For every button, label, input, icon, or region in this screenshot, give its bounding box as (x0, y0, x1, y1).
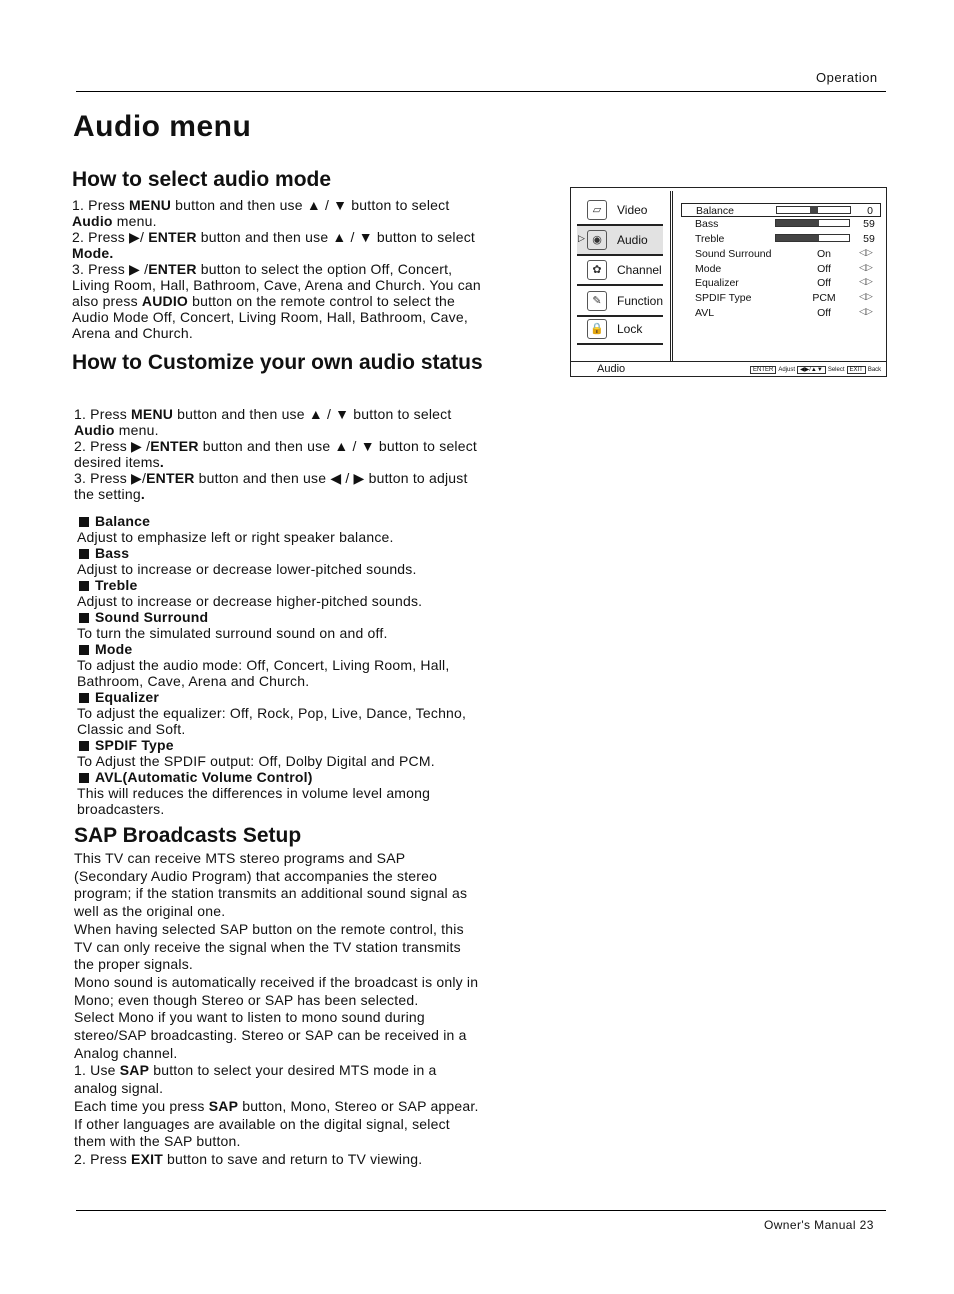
video-icon: ▱ (587, 200, 607, 220)
bullet-square-icon (79, 517, 89, 527)
left-right-arrows-icon: ◁▷ (859, 291, 873, 301)
text-segment: 1. Use (74, 1062, 120, 1079)
osd-row-name: Mode (695, 263, 722, 275)
osd-row-avl[interactable] (681, 306, 881, 320)
slider-fill (776, 235, 819, 241)
select-mode-steps (72, 197, 487, 341)
step-text (74, 438, 489, 470)
text-segment: button to select your desired MTS mode in a analog signal. (74, 1062, 437, 1097)
feature-name: Treble (95, 577, 138, 593)
feature-name: Equalizer (95, 689, 160, 705)
osd-row-mode[interactable] (681, 262, 881, 276)
bold-term: . (159, 454, 164, 470)
text-segment: Each time you press (74, 1097, 209, 1114)
step-text (74, 470, 489, 502)
step-text (72, 197, 487, 229)
bold-term: SAP (119, 1062, 150, 1079)
osd-menu-item-channel[interactable] (577, 256, 663, 286)
select-label: Select (827, 367, 845, 373)
bullet-square-icon (79, 645, 89, 655)
sap-paragraph (74, 850, 479, 921)
sap-paragraph (74, 1009, 479, 1062)
text-segment: 1. Press (72, 197, 130, 213)
feature-description: This will reduces the differences in volume level among broadcasters. (77, 785, 431, 817)
level-slider[interactable] (775, 234, 850, 242)
feature-heading (79, 609, 497, 625)
bold-term: MENU (131, 406, 174, 422)
osd-row-value: Off (817, 307, 831, 319)
osd-row-spdif-type[interactable] (681, 291, 881, 305)
osd-row-value: 0 (867, 205, 873, 217)
osd-key-hint (748, 366, 881, 373)
osd-row-bass[interactable] (681, 217, 881, 231)
osd-row-balance[interactable] (681, 203, 881, 217)
text-segment: button to select the option Off, Concert, Living Room, Hall, Bathroom, Cave, Arena and Church. You can also press (72, 261, 481, 309)
feature-heading (79, 689, 497, 705)
bold-term: Mode. (72, 245, 114, 261)
bullet-square-icon (79, 773, 89, 783)
text-segment: button on the remote control to select the Audio Mode Off, Concert, Living Room, Hall, Bathroom, Cave, Arena and Church. (72, 293, 468, 341)
sap-paragraph (74, 921, 479, 974)
left-right-arrows-icon: ◁▷ (859, 247, 873, 257)
section-header: Operation (816, 70, 878, 85)
step-text (72, 229, 487, 261)
feature-name: SPDIF Type (95, 737, 174, 753)
bullet-square-icon (79, 613, 89, 623)
osd-row-name: Treble (695, 233, 725, 245)
feature-description: To turn the simulated surround sound on and off. (77, 625, 388, 641)
feature-name: Mode (95, 641, 133, 657)
osd-menu-label: Video (617, 203, 648, 217)
step-text (72, 261, 487, 341)
osd-row-value: Off (817, 263, 831, 275)
osd-menu-item-video[interactable] (577, 196, 663, 226)
text-segment: 3. Press ▶ / (72, 261, 149, 277)
step-text (74, 406, 489, 438)
feature-name: Balance (95, 513, 151, 529)
osd-row-name: Bass (695, 218, 719, 230)
sap-heading: SAP Broadcasts Setup (74, 824, 302, 847)
exit-key-label: EXIT (847, 366, 866, 374)
text-segment: button and then use ◀ / ▶ button to adjust the setting (74, 470, 468, 502)
osd-row-name: Balance (696, 205, 734, 217)
audio-osd-menu (570, 187, 887, 377)
feature-heading (79, 737, 497, 753)
sap-paragraphs (74, 850, 479, 1169)
bold-term: ENTER (146, 470, 195, 486)
feature-name: Sound Surround (95, 609, 209, 625)
balance-slider[interactable] (776, 206, 851, 214)
bold-term: EXIT (131, 1150, 163, 1167)
bullet-square-icon (79, 581, 89, 591)
feature-description: Adjust to increase or decrease higher-pitched sounds. (77, 593, 423, 609)
adjust-label: Adjust (778, 367, 796, 373)
bold-term: ENTER (148, 229, 197, 245)
osd-bottom-label: Audio (597, 363, 626, 375)
text-segment: Select Mono if you want to listen to mono sound during stereo/SAP broadcasting. Stereo or SAP can be received in a Analog channel. (74, 1009, 467, 1061)
bullet-square-icon (79, 693, 89, 703)
text-segment: button and then use ▲ / ▼ button to select (196, 229, 476, 245)
osd-menu-label: Lock (617, 322, 643, 336)
text-segment: button and then use ▲ / ▼ button to select (173, 406, 452, 422)
text-segment: button and then use ▲ / ▼ button to select (171, 197, 450, 213)
bold-term: Audio (72, 213, 113, 229)
feature-heading (79, 641, 497, 657)
feature-heading (79, 577, 497, 593)
feature-heading (79, 545, 497, 561)
osd-bottom-rule (571, 361, 886, 362)
left-right-arrows-icon: ◁▷ (859, 262, 873, 272)
text-segment: 1. Press (74, 406, 132, 422)
osd-menu-item-function[interactable] (577, 287, 663, 317)
text-segment: 3. Press ▶/ (74, 470, 147, 486)
osd-row-name: Sound Surround (695, 248, 772, 260)
left-right-arrows-icon: ◁▷ (859, 276, 873, 286)
text-segment: When having selected SAP button on the remote control, this TV can only receive the signal when the TV station transmits the proper signals. (74, 920, 464, 973)
slider-fill (776, 220, 819, 226)
text-segment: menu. (114, 422, 159, 438)
select-mode-heading: How to select audio mode (72, 168, 332, 191)
page-footer: Owner's Manual 23 (764, 1218, 874, 1232)
text-segment: If other languages are available on the digital signal, select them with the SAP button. (74, 1115, 450, 1150)
osd-row-value: Off (817, 277, 831, 289)
bold-term: . (140, 486, 145, 502)
osd-row-value: On (816, 248, 831, 260)
feature-description: To adjust the equalizer: Off, Rock, Pop, Live, Dance, Techno, Classic and Soft. (77, 705, 467, 737)
text-segment: 2. Press ▶/ (72, 229, 149, 245)
bold-term: ENTER (150, 438, 199, 454)
sap-paragraph (74, 1098, 479, 1116)
osd-menu-item-audio[interactable] (577, 226, 663, 256)
osd-menu-label: Channel (617, 263, 662, 277)
bold-term: SAP (208, 1097, 239, 1114)
osd-row-name: Equalizer (695, 277, 739, 289)
osd-row-treble[interactable] (681, 232, 881, 246)
osd-menu-label: Function (617, 294, 664, 308)
text-segment: menu. (112, 213, 157, 229)
feature-name: Bass (95, 545, 130, 561)
nav-key-label: ◀▶/▲▼ (797, 366, 826, 374)
feature-description: To Adjust the SPDIF output: Off, Dolby Digital and PCM. (77, 753, 435, 769)
level-slider[interactable] (775, 219, 850, 227)
bold-term: AUDIO (141, 293, 189, 309)
osd-row-sound-surround[interactable] (681, 247, 881, 261)
text-segment: button and then use ▲ / ▼ button to select desired items (74, 438, 478, 470)
osd-menu-item-lock[interactable] (577, 315, 663, 345)
bold-term: MENU (129, 197, 172, 213)
customize-items (77, 513, 497, 817)
bottom-rule (76, 1210, 886, 1211)
osd-row-name: SPDIF Type (695, 292, 752, 304)
page-title: Audio menu (73, 110, 252, 143)
channel-icon: ✿ (587, 260, 607, 280)
osd-row-value: 59 (863, 218, 875, 230)
bold-term: Audio (74, 422, 115, 438)
top-rule (76, 91, 886, 92)
text-segment: 2. Press (74, 1150, 132, 1167)
osd-row-value: 59 (863, 233, 875, 245)
feature-name: AVL(Automatic Volume Control) (95, 769, 313, 785)
osd-row-equalizer[interactable] (681, 276, 881, 290)
text-segment: Mono sound is automatically received if the broadcast is only in Mono; even though Stereo or SAP has been selected. (74, 973, 479, 1008)
osd-divider (670, 191, 673, 361)
back-label: Back (867, 367, 882, 373)
sap-paragraph (74, 974, 479, 1009)
customize-steps (74, 406, 489, 502)
bold-term: ENTER (148, 261, 197, 277)
text-segment: button to save and return to TV viewing. (162, 1150, 423, 1167)
left-right-arrows-icon: ◁▷ (859, 306, 873, 316)
selected-arrow-icon: ▷ (578, 233, 585, 243)
feature-description: Adjust to emphasize left or right speaker balance. (77, 529, 394, 545)
feature-description: To adjust the audio mode: Off, Concert, Living Room, Hall, Bathroom, Cave, Arena and Church. (77, 657, 450, 689)
osd-row-name: AVL (695, 307, 715, 319)
enter-key-label: ENTER (750, 366, 776, 374)
sap-paragraph (74, 1062, 479, 1097)
text-segment: button, Mono, Stereo or SAP appear. (238, 1097, 479, 1114)
bullet-square-icon (79, 549, 89, 559)
sap-paragraph (74, 1116, 479, 1151)
feature-heading (79, 769, 497, 785)
lock-icon: 🔒 (587, 319, 607, 339)
sap-paragraph (74, 1151, 479, 1169)
feature-description: Adjust to increase or decrease lower-pitched sounds. (77, 561, 417, 577)
audio-icon: ◉ (587, 230, 607, 250)
customize-heading: How to Customize your own audio status (72, 351, 483, 374)
bullet-square-icon (79, 741, 89, 751)
osd-menu-label: Audio (617, 233, 648, 247)
feature-heading (79, 513, 497, 529)
function-icon: ✎ (587, 291, 607, 311)
text-segment: This TV can receive MTS stereo programs and SAP (Secondary Audio Program) that accompanies the stereo program; if the station transmits an additional sound signal as well as the original one. (74, 850, 468, 920)
text-segment: 2. Press ▶ / (74, 438, 151, 454)
osd-row-value: PCM (812, 292, 836, 304)
slider-knob (810, 206, 818, 214)
